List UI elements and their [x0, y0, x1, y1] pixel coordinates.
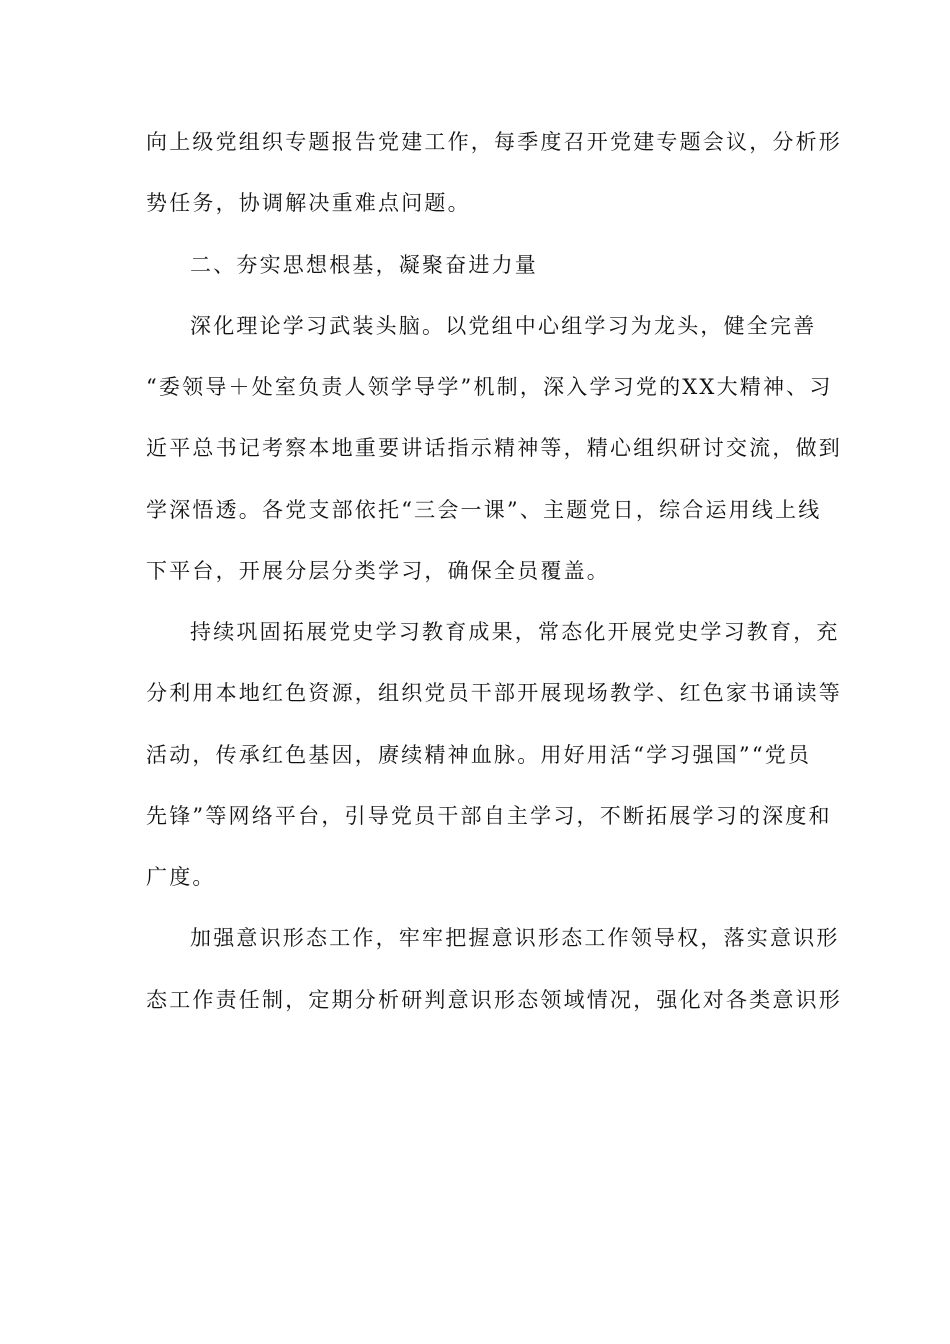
paragraph-line: 近平总书记考察本地重要讲话指示精神等，精心组织研讨交流，做到 [146, 436, 842, 461]
paragraph-line: 先锋”等网络平台，引导党员干部自主学习，不断拓展学习的深度和 [146, 803, 832, 828]
paragraph-line: 学深悟透。各党支部依托“三会一课”、主题党日，综合运用线上线 [146, 497, 822, 522]
paragraph-line: 活动，传承红色基因，赓续精神血脉。用好用活“学习强国”“党员 [146, 742, 812, 767]
paragraph-line: 向上级党组织专题报告党建工作，每季度召开党建专题会议，分析形 [146, 130, 842, 154]
paragraph-line: 势任务，协调解决重难点问题。 [146, 191, 471, 216]
paragraph-line: 下平台，开展分层分类学习，确保全员覆盖。 [146, 558, 610, 583]
paragraph-line: 广度。 [146, 865, 216, 889]
paragraph-line: 持续巩固拓展党史学习教育成果，常态化开展党史学习教育，充 [190, 620, 840, 644]
paragraph-line: 分利用本地红色资源，组织党员干部开展现场教学、红色家书诵读等 [146, 681, 842, 706]
paragraph-line: “委领导＋处室负责人领学导学”机制，深入学习党的XX大精神、习 [146, 375, 833, 399]
section-heading: 二、夯实思想根基，凝聚奋进力量 [190, 252, 538, 277]
paragraph-line: 态工作责任制，定期分析研判意识形态领域情况，强化对各类意识形 [146, 987, 842, 1012]
document-body [146, 124, 842, 1043]
paragraph-line: 加强意识形态工作，牢牢把握意识形态工作领导权，落实意识形 [190, 926, 840, 951]
paragraph-line: 深化理论学习武装头脑。以党组中心组学习为龙头，健全完善 [190, 313, 817, 338]
